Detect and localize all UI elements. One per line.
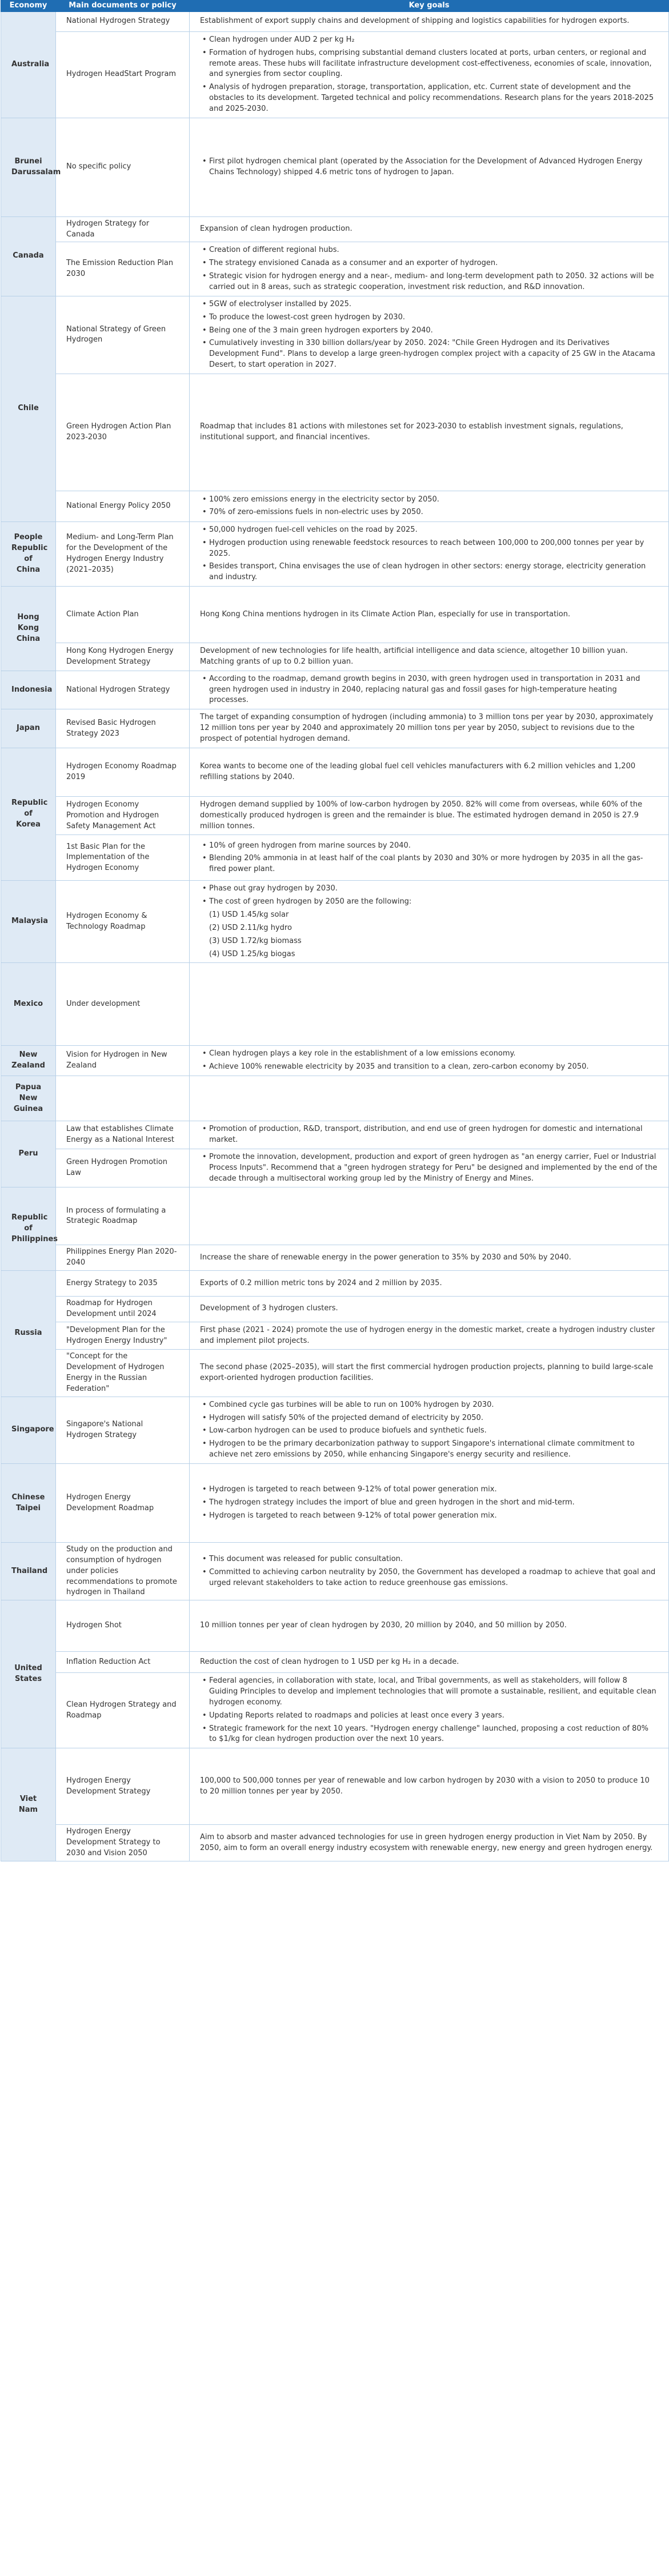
document-cell: Inflation Reduction Act: [56, 1652, 190, 1673]
document-cell: Hydrogen Energy Development Roadmap: [56, 1464, 190, 1543]
document-cell: Under development: [56, 963, 190, 1046]
goal-list: [200, 882, 658, 961]
economy-cell: New Zealand: [1, 1046, 56, 1076]
document-cell: Green Hydrogen Action Plan 2023-2030: [56, 374, 190, 491]
goal-list: [200, 493, 658, 520]
table-row: [1, 671, 669, 709]
goals-cell: [190, 1397, 669, 1463]
document-cell: Hydrogen Energy Development Strategy to 2030 and Vision 2050: [56, 1825, 190, 1861]
goals-cell: [190, 11, 669, 31]
goal-item: (1) USD 1.45/kg solar: [209, 910, 289, 920]
table-row: [1, 587, 669, 643]
table-row: [1, 296, 669, 374]
table-row: [1, 1464, 669, 1543]
goal-item: • Achieve 100% renewable electricity by 2035 and transition to a clean, zero-carbon economy by 2050.: [209, 1061, 658, 1074]
goal-text: The second phase (2025–2035), will start the first commercial hydrogen production projects, planning to build large-scale export-oriented hydrogen production facilities.: [200, 1363, 654, 1383]
document-cell: Hong Kong Hydrogen Energy Development Strategy: [56, 643, 190, 671]
goals-cell: [190, 1187, 669, 1245]
goal-item: • Low-carbon hydrogen can be used to produce biofuels and synthetic fuels.: [209, 1425, 658, 1438]
goals-cell: [190, 1673, 669, 1748]
goals-cell: [190, 1350, 669, 1397]
document-cell: Philippines Energy Plan 2020-2040: [56, 1245, 190, 1271]
goals-cell: [190, 671, 669, 709]
economy-cell: Russia: [1, 1271, 56, 1397]
goal-item: • Formation of hydrogen hubs, comprising substantial demand clusters located at ports, urban centers, or regional and remote areas. These hubs will facilitate infrastructure development cost-effectiveness, economies of scale, innovation, and synergies from sector coupling.: [209, 47, 658, 82]
economy-cell: Canada: [1, 216, 56, 296]
goal-item: • 70% of zero-emissions fuels in non-electric uses by 2050.: [209, 506, 658, 519]
document-cell: Singapore's National Hydrogen Strategy: [56, 1397, 190, 1463]
goal-item: • 100% zero emissions energy in the electricity sector by 2050.: [209, 493, 658, 507]
goal-text: Hong Kong China mentions hydrogen in its Climate Action Plan, especially for use in transportation.: [200, 609, 571, 619]
table-row: [1, 1271, 669, 1297]
document-cell: National Hydrogen Strategy: [56, 671, 190, 709]
document-cell: In process of formulating a Strategic Roadmap: [56, 1187, 190, 1245]
document-cell: National Hydrogen Strategy: [56, 11, 190, 31]
economy-cell: Australia: [1, 11, 56, 118]
document-cell: Vision for Hydrogen in New Zealand: [56, 1046, 190, 1076]
table-row: [1, 1297, 669, 1322]
economy-cell: Papua New Guinea: [1, 1076, 56, 1121]
document-cell: No specific policy: [56, 118, 190, 216]
document-cell: [56, 1076, 190, 1121]
table-row: [1, 1543, 669, 1600]
table-row: [1, 709, 669, 748]
goals-cell: [190, 709, 669, 748]
table-row: [1, 1600, 669, 1652]
economy-cell: Hong Kong China: [1, 587, 56, 671]
goal-item: • Hydrogen is targeted to reach between 9-12% of total power generation mix.: [209, 1483, 658, 1496]
economy-cell: Brunei Darussalam: [1, 118, 56, 216]
goal-item: (2) USD 2.11/kg hydro: [209, 923, 292, 932]
table-row: [1, 748, 669, 796]
goal-text: Korea wants to become one of the leading global fuel cell vehicles manufacturers with 6.2 million vehicles and 1,200 refilling stations by 2040.: [200, 762, 636, 781]
table-row: [1, 1350, 669, 1397]
table-row: [1, 1322, 669, 1350]
table-row: [1, 374, 669, 491]
table-row: [1, 31, 669, 118]
goal-text: First phase (2021 - 2024) promote the use of hydrogen energy in the domestic market, create a hydrogen industry cluster and implement pilot projects.: [200, 1325, 655, 1345]
table-row: [1, 521, 669, 586]
document-cell: Hydrogen Energy Development Strategy: [56, 1748, 190, 1825]
goal-item: • Clean hydrogen plays a key role in the establishment of a low emissions economy.: [209, 1048, 658, 1061]
goals-cell: [190, 963, 669, 1046]
economy-cell: Japan: [1, 709, 56, 748]
goal-text: Exports of 0.2 million metric tons by 2024 and 2 million by 2035.: [200, 1278, 442, 1287]
table-row: [1, 1121, 669, 1149]
goal-text: Increase the share of renewable energy in the power generation to 35% by 2030 and 50% by 2040.: [200, 1253, 571, 1262]
document-cell: Law that establishes Climate Energy as a National Interest: [56, 1121, 190, 1149]
goal-item: • Combined cycle gas turbines will be able to run on 100% hydrogen by 2030.: [209, 1399, 658, 1412]
goal-item: • Cumulatively investing in 330 billion dollars/year by 2050. 2024: "Chile Green Hydrogen and its Derivatives Development Fund". Plans to develop a large green-hydrogen complex project with a capacity of 25 GW in the Atacama Desert, to start operation in 2027.: [209, 337, 658, 372]
economy-cell: Viet Nam: [1, 1748, 56, 1861]
table-row: [1, 963, 669, 1046]
document-cell: Green Hydrogen Promotion Law: [56, 1149, 190, 1187]
goals-cell: [190, 1121, 669, 1149]
goals-cell: [190, 1271, 669, 1297]
economy-cell: Republic of Philippines: [1, 1187, 56, 1271]
economy-cell: Mexico: [1, 963, 56, 1046]
goal-item: • 5GW of electrolyser installed by 2025.: [209, 298, 658, 311]
document-cell: "Development Plan for the Hydrogen Energy Industry": [56, 1322, 190, 1350]
document-cell: Roadmap for Hydrogen Development until 2024: [56, 1297, 190, 1322]
hydrogen-policy-table: [1, 0, 669, 1861]
goal-text: Expansion of clean hydrogen production.: [200, 224, 352, 234]
goal-item: • Being one of the 3 main green hydrogen exporters by 2040.: [209, 324, 658, 338]
document-cell: Hydrogen Strategy for Canada: [56, 216, 190, 242]
goal-item: • Blending 20% ammonia in at least half of the coal plants by 2030 and 30% or more hydrogen by 2035 in all the gas-fired power plant.: [209, 852, 658, 876]
goal-item: • Clean hydrogen under AUD 2 per kg H₂: [209, 34, 658, 47]
goal-item: • Hydrogen to be the primary decarbonization pathway to support Singapore's international climate commitment to achieve net zero emissions by 2050, while enhancing Singapore's energy security and resilience.: [209, 1438, 658, 1462]
goals-cell: [190, 587, 669, 643]
goal-item: (3) USD 1.72/kg biomass: [209, 936, 302, 945]
goals-cell: [190, 643, 669, 671]
economy-cell: Peru: [1, 1121, 56, 1187]
economy-cell: People Republic of China: [1, 521, 56, 586]
goal-text: 100,000 to 500,000 tonnes per year of renewable and low carbon hydrogen by 2030 with a vision to 2050 to produce 10 to 20 million tonnes per year by 2050.: [200, 1776, 650, 1796]
goals-cell: [190, 1046, 669, 1076]
goal-list: [200, 1483, 658, 1523]
goals-cell: [190, 118, 669, 216]
economy-cell: Malaysia: [1, 881, 56, 963]
goals-cell: [190, 1825, 669, 1861]
goal-text: Hydrogen demand supplied by 100% of low-carbon hydrogen by 2050. 82% will come from overseas, while 60% of the domestically produced hydrogen is green and the remainder is blue. The estimated hydrogen demand in 2050 is 27.9 million tonnes.: [200, 800, 643, 830]
goal-list: [200, 244, 658, 294]
goal-item: • Updating Reports related to roadmaps and policies at least once every 3 years.: [209, 1710, 658, 1723]
goal-item: • The hydrogen strategy includes the import of blue and green hydrogen in the short and mid-term.: [209, 1496, 658, 1510]
goal-list: [200, 1151, 658, 1186]
header-goals: Key goals: [190, 1, 669, 12]
goal-item: • Strategic framework for the next 10 years. "Hydrogen energy challenge" launched, proposing a cost reduction of 80% to $1/kg for clean hydrogen production over the next 10 years.: [209, 1723, 658, 1747]
goals-cell: [190, 835, 669, 881]
goal-list: [200, 1048, 658, 1074]
table-row: [1, 242, 669, 296]
table-row: [1, 1748, 669, 1825]
goal-item: • The cost of green hydrogen by 2050 are the following:: [209, 896, 658, 909]
table-row: [1, 835, 669, 881]
table-row: [1, 1046, 669, 1076]
economy-cell: United States: [1, 1600, 56, 1748]
table-row: [1, 1245, 669, 1271]
goals-cell: [190, 242, 669, 296]
goal-list: [200, 673, 658, 708]
table-row: [1, 643, 669, 671]
goals-cell: [190, 31, 669, 118]
table-row: [1, 1149, 669, 1187]
header-economy: Economy: [1, 1, 56, 12]
goals-cell: [190, 1600, 669, 1652]
table-row: [1, 1652, 669, 1673]
document-cell: National Strategy of Green Hydrogen: [56, 296, 190, 374]
goals-cell: [190, 1652, 669, 1673]
document-cell: Energy Strategy to 2035: [56, 1271, 190, 1297]
goal-text: The target of expanding consumption of hydrogen (including ammonia) to 3 million tons per year by 2030, approximately 12 million tons per year by 2040 and approximately 20 million tons per year by 2050, subject to revisions due to the prospect of potential hydrogen demand.: [200, 713, 654, 743]
goals-cell: [190, 374, 669, 491]
economy-cell: Singapore: [1, 1397, 56, 1463]
goal-item: • According to the roadmap, demand growth begins in 2030, with green hydrogen used in transportation in 2031 and green hydrogen used in industry in 2040, replacing natural gas and fossil gases for high-temperature heating processes.: [209, 673, 658, 708]
goals-cell: [190, 1245, 669, 1271]
document-cell: Medium- and Long-Term Plan for the Development of the Hydrogen Energy Industry (2021–2035): [56, 521, 190, 586]
document-cell: Clean Hydrogen Strategy and Roadmap: [56, 1673, 190, 1748]
economy-cell: Indonesia: [1, 671, 56, 709]
goal-list: [200, 298, 658, 372]
table-row: [1, 11, 669, 31]
goal-item: • Promotion of production, R&D, transport, distribution, and end use of green hydrogen for domestic and international market.: [209, 1123, 658, 1147]
header-documents: Main documents or policy: [56, 1, 190, 12]
table-row: [1, 1187, 669, 1245]
goals-cell: [190, 796, 669, 835]
goal-item: • The strategy envisioned Canada as a consumer and an exporter of hydrogen.: [209, 257, 658, 270]
table-row: [1, 216, 669, 242]
economy-cell: Thailand: [1, 1543, 56, 1600]
document-cell: Hydrogen Shot: [56, 1600, 190, 1652]
goals-cell: [190, 1464, 669, 1543]
document-cell: National Energy Policy 2050: [56, 491, 190, 521]
goals-cell: [190, 1748, 669, 1825]
goals-cell: [190, 521, 669, 586]
goal-list: [200, 1399, 658, 1462]
goal-text: Development of 3 hydrogen clusters.: [200, 1304, 338, 1313]
table-row: [1, 1673, 669, 1748]
goal-item: • This document was released for public consultation.: [209, 1553, 658, 1566]
document-cell: The Emission Reduction Plan 2030: [56, 242, 190, 296]
goal-text: Development of new technologies for life health, artificial intelligence and data science, altogether 10 billion yuan. Matching grants of up to 0.2 billion yuan.: [200, 647, 628, 666]
goals-cell: [190, 216, 669, 242]
goals-cell: [190, 748, 669, 796]
goal-item: • Federal agencies, in collaboration with state, local, and Tribal governments, as well as stakeholders, will follow 8 Guiding Principles to develop and implement technologies that will promote a sustainable, resilient, and equitable clean hydrogen economy.: [209, 1675, 658, 1710]
goal-text: Aim to absorb and master advanced technologies for use in green hydrogen energy production in Viet Nam by 2050. By 2050, aim to form an overall energy industry ecosystem with renewable energy, new energy and green hydrogen energy.: [200, 1832, 653, 1852]
goal-item: • To produce the lowest-cost green hydrogen by 2030.: [209, 311, 658, 324]
document-cell: Hydrogen Economy & Technology Roadmap: [56, 881, 190, 963]
goal-item: • Strategic vision for hydrogen energy and a near-, medium- and long-term development path to 2050. 32 actions will be carried out in 8 areas, such as strategic cooperation, investment risk reduction, and R&D innovation.: [209, 270, 658, 294]
table-row: [1, 1076, 669, 1121]
goal-item: • Committed to achieving carbon neutrality by 2050, the Government has developed a roadmap to achieve that goal and urged relevant stakeholders to take action to reduce greenhouse gas emissions.: [209, 1566, 658, 1590]
goals-cell: [190, 1322, 669, 1350]
table-row: [1, 881, 669, 963]
document-cell: Hydrogen HeadStart Program: [56, 31, 190, 118]
document-cell: Hydrogen Economy Promotion and Hydrogen Safety Management Act: [56, 796, 190, 835]
goal-list: [200, 1675, 658, 1746]
economy-cell: Chile: [1, 296, 56, 521]
document-cell: Climate Action Plan: [56, 587, 190, 643]
goals-cell: [190, 881, 669, 963]
document-cell: Hydrogen Economy Roadmap 2019: [56, 748, 190, 796]
document-cell: Study on the production and consumption of hydrogen under policies recommendations to promote hydrogen in Thailand: [56, 1543, 190, 1600]
goal-item: • Analysis of hydrogen preparation, storage, transportation, application, etc. Current state of development and the obstacles to its development. Targeted technical and policy recommendations. Research plans for the years 2018-2025 and 2025-2030.: [209, 81, 658, 116]
goal-item: • Promote the innovation, development, production and export of green hydrogen as "an energy carrier, Fuel or Industrial Process Inputs". Recommend that a "green hydrogen strategy for Peru" be designed and implemented by the end of the decade through a multisectoral working group led by the Ministry of Energy and Mines.: [209, 1151, 658, 1186]
goal-item: • Phase out gray hydrogen by 2030.: [209, 882, 658, 896]
goal-item: • Creation of different regional hubs.: [209, 244, 658, 257]
goal-item: • 50,000 hydrogen fuel-cell vehicles on the road by 2025.: [209, 524, 658, 537]
table-row: [1, 491, 669, 521]
economy-cell: Chinese Taipei: [1, 1464, 56, 1543]
goal-text: Establishment of export supply chains and development of shipping and logistics capabilities for hydrogen exports.: [200, 17, 630, 26]
goals-cell: [190, 1543, 669, 1600]
goal-text: Reduction the cost of clean hydrogen to 1 USD per kg H₂ in a decade.: [200, 1657, 459, 1666]
goal-item: (4) USD 1.25/kg biogas: [209, 949, 295, 958]
table-row: [1, 118, 669, 216]
goal-text: Roadmap that includes 81 actions with milestones set for 2023-2030 to establish investment signals, regulations, institutional support, and financial incentives.: [200, 422, 623, 442]
goal-list: [200, 34, 658, 116]
table-row: [1, 796, 669, 835]
goal-list: [200, 1123, 658, 1147]
document-cell: 1st Basic Plan for the Implementation of the Hydrogen Economy: [56, 835, 190, 881]
document-cell: "Concept for the Development of Hydrogen Energy in the Russian Federation": [56, 1350, 190, 1397]
goal-item: • Besides transport, China envisages the use of clean hydrogen in other sectors: energy storage, electricity generation and industry.: [209, 560, 658, 584]
goal-list: [200, 840, 658, 877]
goal-item: • 10% of green hydrogen from marine sources by 2040.: [209, 840, 658, 853]
table-header-row: [1, 1, 669, 12]
goals-cell: [190, 296, 669, 374]
goal-list: [200, 1553, 658, 1590]
goals-cell: [190, 1149, 669, 1187]
table-row: [1, 1397, 669, 1463]
goal-item: • First pilot hydrogen chemical plant (operated by the Association for the Development of Advanced Hydrogen Energy Chains Technology) shipped 4.6 metric tons of hydrogen to Japan.: [209, 155, 658, 179]
goal-item: • Hydrogen is targeted to reach between 9-12% of total power generation mix.: [209, 1510, 658, 1523]
goal-item: • Hydrogen production using renewable feedstock resources to reach between 100,000 to 200,000 tonnes per year by 2025.: [209, 537, 658, 561]
goals-cell: [190, 1076, 669, 1121]
goal-list: [200, 524, 658, 584]
goals-cell: [190, 1297, 669, 1322]
goal-item: • Hydrogen will satisfy 50% of the projected demand of electricity by 2050.: [209, 1412, 658, 1425]
economy-cell: Republic of Korea: [1, 748, 56, 881]
goals-cell: [190, 491, 669, 521]
goal-list: [200, 155, 658, 179]
table-body: [1, 11, 669, 1861]
document-cell: Revised Basic Hydrogen Strategy 2023: [56, 709, 190, 748]
goal-text: 10 million tonnes per year of clean hydrogen by 2030, 20 million by 2040, and 50 million by 2050.: [200, 1621, 567, 1630]
table-row: [1, 1825, 669, 1861]
